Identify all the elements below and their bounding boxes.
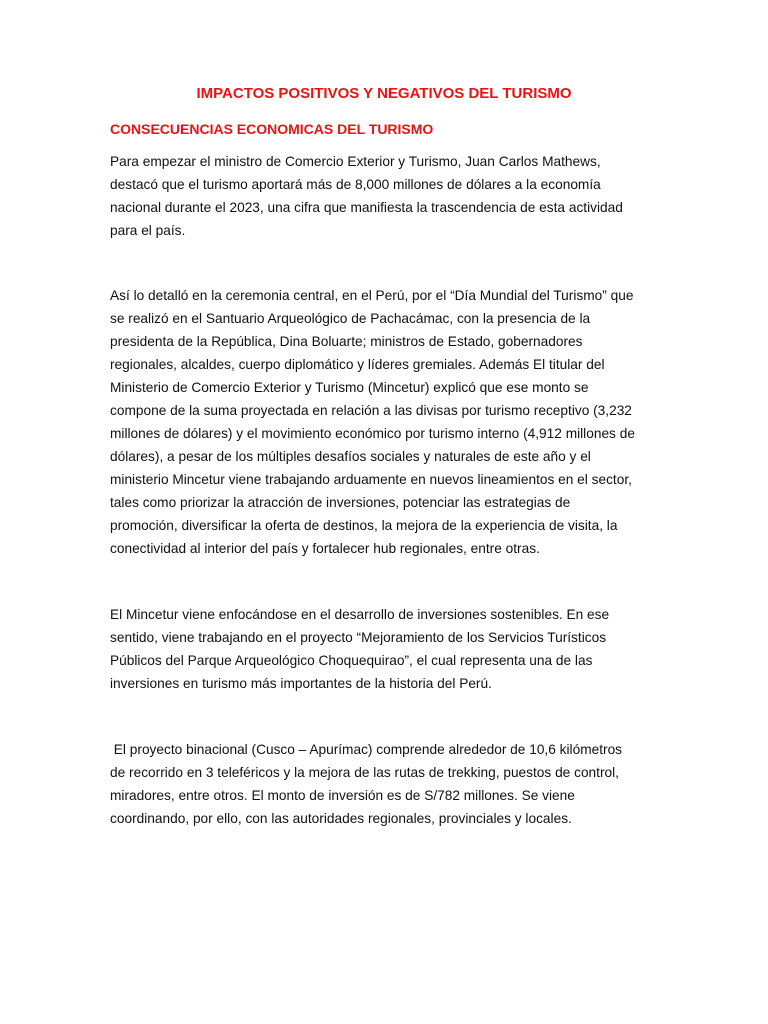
paragraph-line: El Mincetur viene enfocándose en el desarrollo de inversiones sostenibles. En ese: [110, 607, 610, 622]
paragraph-2: [110, 284, 670, 560]
paragraph-line: Ministerio de Comercio Exterior y Turismo (Mincetur) explicó que ese monto se: [110, 380, 589, 395]
paragraph-line: promoción, diversificar la oferta de destinos, la mejora de la experiencia de visita, la: [110, 518, 618, 533]
paragraph-line: ministerio Mincetur viene trabajando arduamente en nuevos lineamientos en el sector,: [110, 472, 632, 487]
paragraph-line: coordinando, por ello, con las autoridades regionales, provinciales y locales.: [110, 811, 572, 826]
paragraph-line: tales como priorizar la atracción de inversiones, potenciar las estrategias de: [110, 495, 571, 510]
paragraph-line: dólares), a pesar de los múltiples desafíos sociales y naturales de este año y el: [110, 449, 591, 464]
paragraph-line: regionales, alcaldes, cuerpo diplomático y líderes gremiales. Además El titular del: [110, 357, 605, 372]
section-heading: CONSECUENCIAS ECONOMICAS DEL TURISMO: [110, 121, 434, 137]
paragraph-line: El proyecto binacional (Cusco – Apurímac) comprende alrededor de 10,6 kilómetros: [110, 742, 623, 757]
paragraph-line: nacional durante el 2023, una cifra que manifiesta la trascendencia de esta actividad: [110, 200, 623, 215]
paragraph-line: Así lo detalló en la ceremonia central, en el Perú, por el “Día Mundial del Turismo” que: [110, 288, 634, 303]
paragraph-line: millones de dólares) y el movimiento económico por turismo interno (4,912 millones de: [110, 426, 635, 441]
paragraph-1: [110, 150, 670, 242]
document-title: IMPACTOS POSITIVOS Y NEGATIVOS DEL TURISMO: [196, 85, 572, 102]
paragraph-4: [110, 738, 670, 830]
paragraph-line: presidenta de la República, Dina Boluarte; ministros de Estado, gobernadores: [110, 334, 583, 349]
paragraph-line: para el país.: [110, 223, 186, 238]
paragraph-line: Públicos del Parque Arqueológico Choquequirao”, el cual representa una de las: [110, 653, 593, 668]
paragraph-line: destacó que el turismo aportará más de 8,000 millones de dólares a la economía: [110, 177, 601, 192]
paragraph-line: inversiones en turismo más importantes de la historia del Perú.: [110, 676, 492, 691]
paragraph-3: [110, 603, 670, 695]
paragraph-line: Para empezar el ministro de Comercio Exterior y Turismo, Juan Carlos Mathews,: [110, 154, 601, 169]
paragraph-line: conectividad al interior del país y fortalecer hub regionales, entre otras.: [110, 541, 540, 556]
paragraph-line: de recorrido en 3 teleféricos y la mejora de las rutas de trekking, puestos de control,: [110, 765, 619, 780]
paragraph-line: compone de la suma proyectada en relación a las divisas por turismo receptivo (3,232: [110, 403, 632, 418]
paragraph-line: miradores, entre otros. El monto de inversión es de S/782 millones. Se viene: [110, 788, 575, 803]
paragraph-line: se realizó en el Santuario Arqueológico de Pachacámac, con la presencia de la: [110, 311, 591, 326]
paragraph-line: sentido, viene trabajando en el proyecto “Mejoramiento de los Servicios Turísticos: [110, 630, 607, 645]
